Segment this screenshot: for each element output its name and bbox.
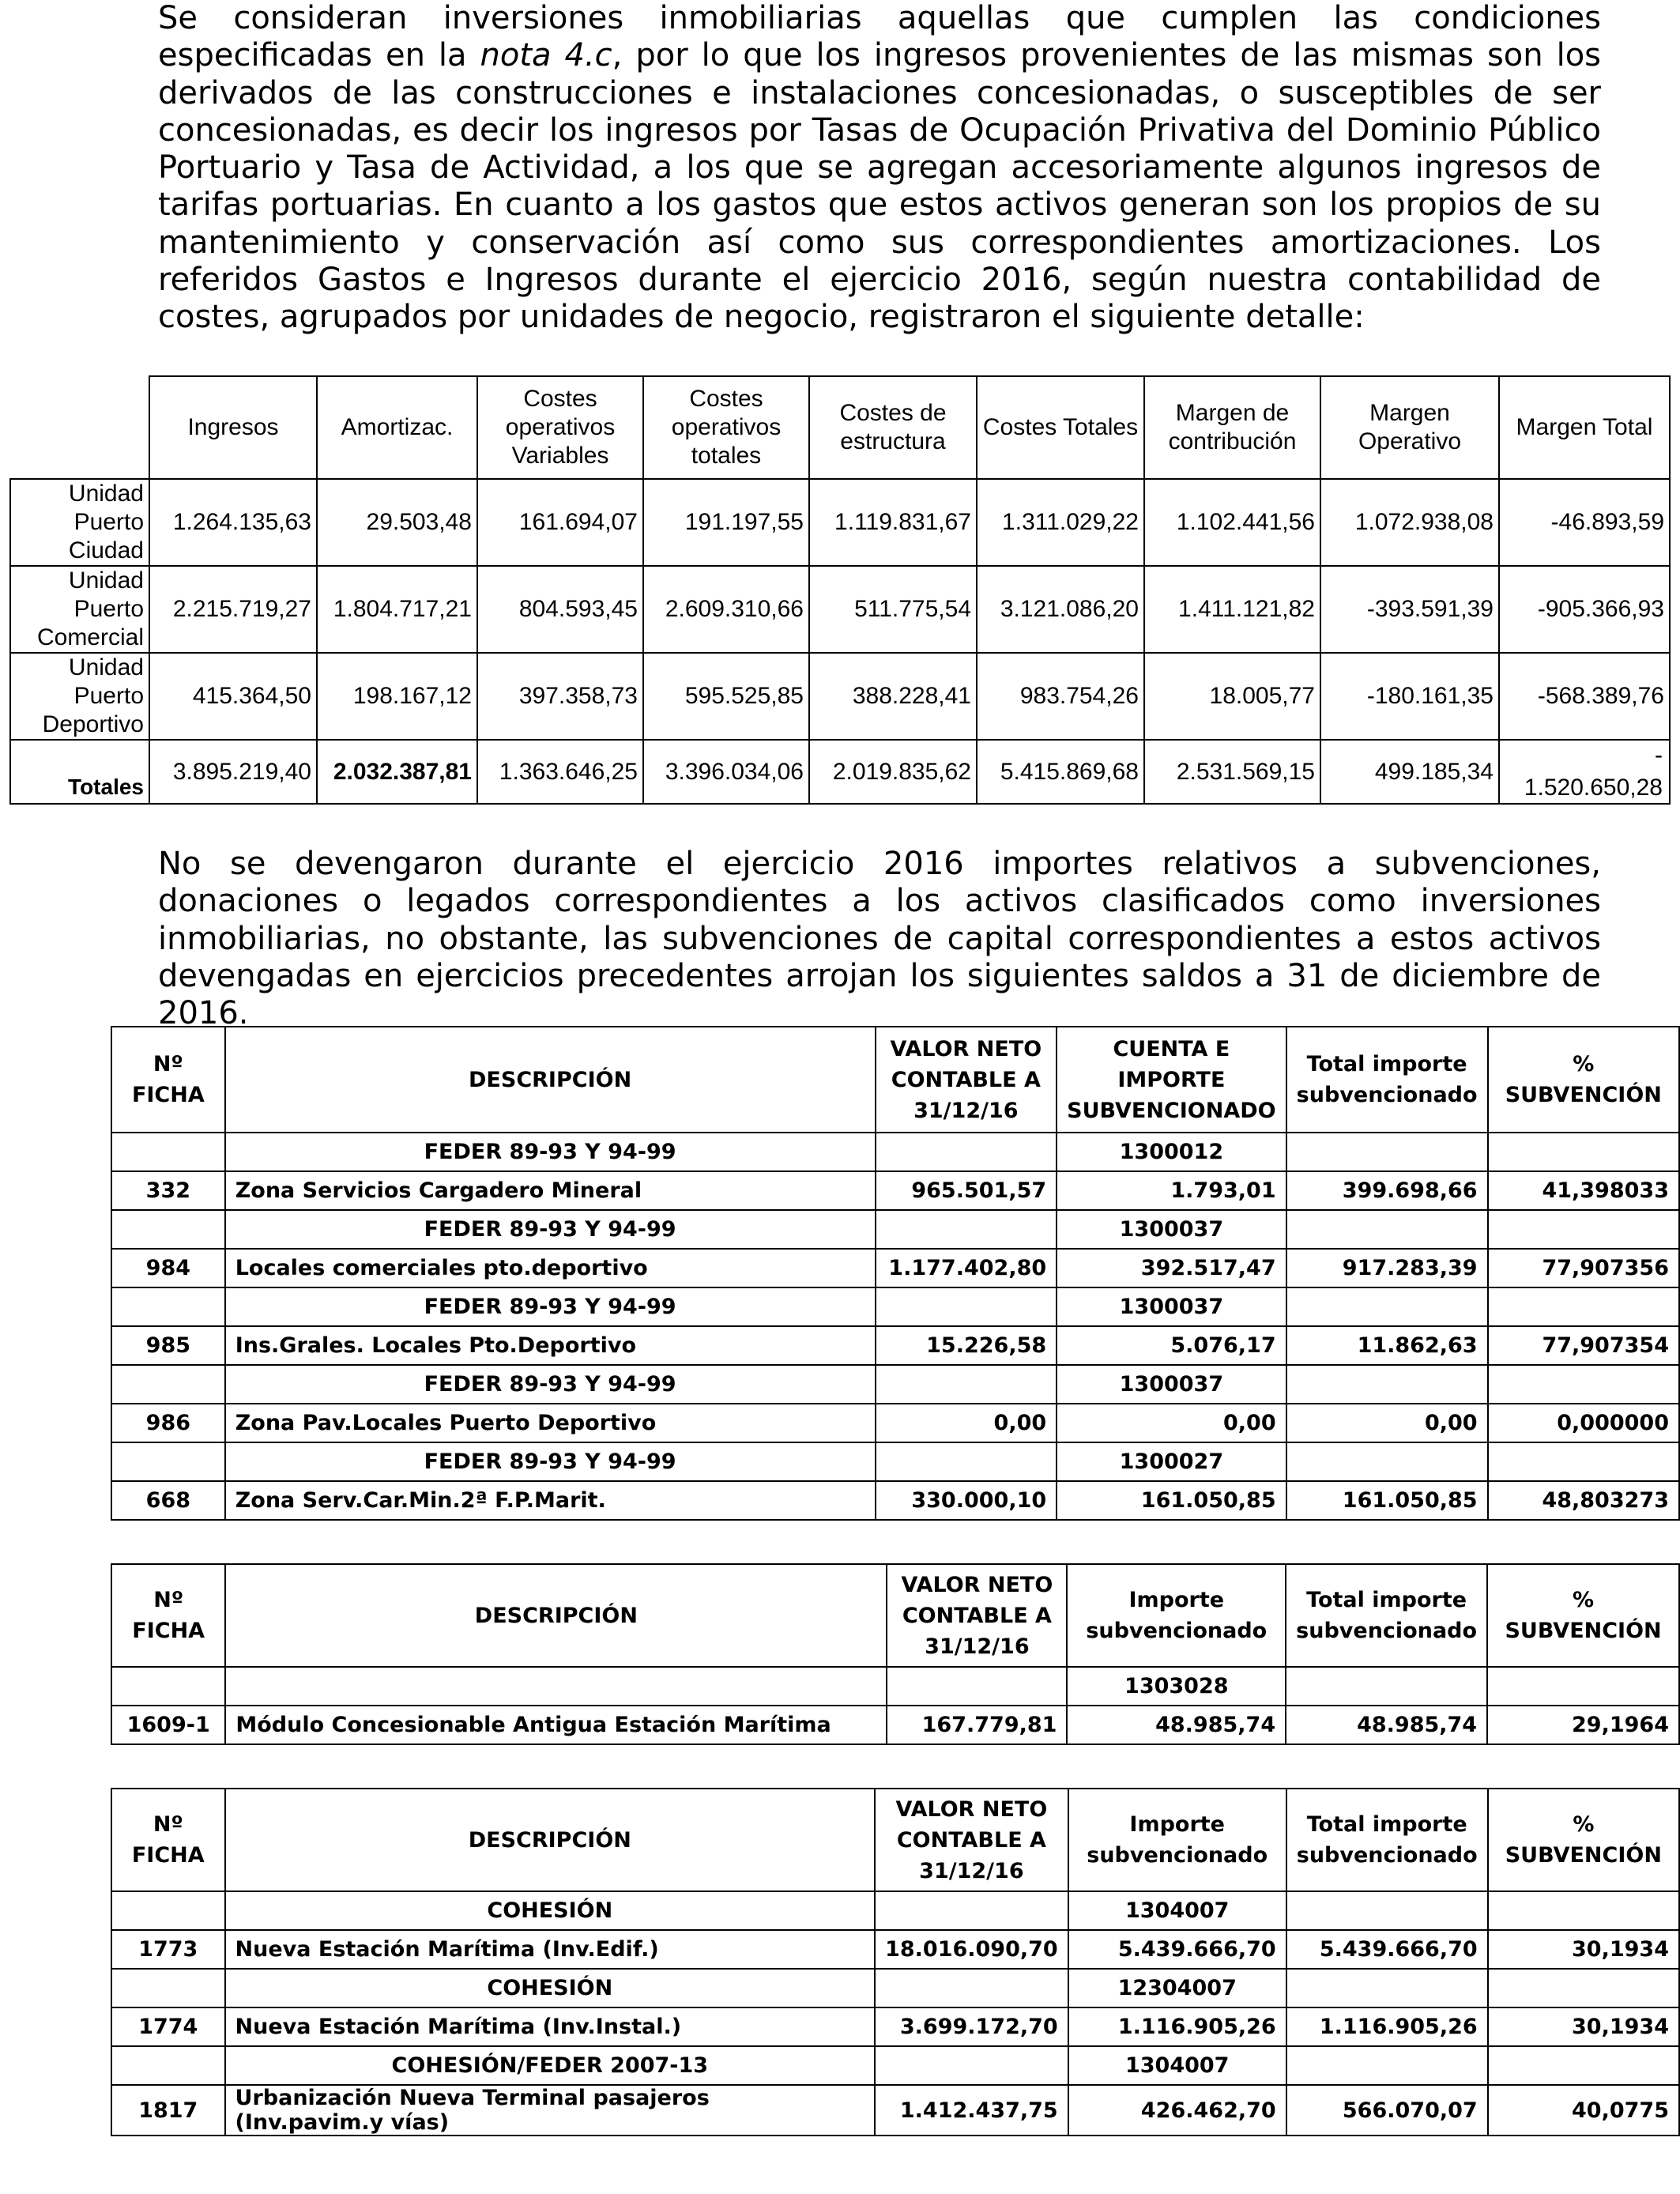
table-row: 1817 Urbanización Nueva Terminal pasajeros (Inv.pavim.y vías) 1.412.437,75 426.462,70 566.070,07 40,0775 bbox=[111, 2085, 1679, 2136]
table-row: Unidad Puerto Ciudad 1.264.135,63 29.503,48 161.694,07 191.197,55 1.119.831,67 1.311.029,22 1.102.441,56 1.072.938,08 -46.893,59 bbox=[10, 479, 1670, 566]
group-row: 1303028 bbox=[111, 1667, 1679, 1706]
group-row: FEDER 89-93 Y 94-99 1300027 bbox=[111, 1442, 1679, 1481]
group-row: COHESIÓN 12304007 bbox=[111, 1969, 1679, 2007]
subsidy-table-header: Nº FICHA DESCRIPCIÓN VALOR NETO CONTABLE A 31/12/16 CUENTA E IMPORTE SUBVENCIONADO Total importe subvencionado % SUBVENCIÓN bbox=[111, 1027, 1679, 1133]
table-row: 1774 Nueva Estación Marítima (Inv.Instal.) 3.699.172,70 1.116.905,26 1.116.905,26 30,1934 bbox=[111, 2007, 1679, 2046]
note-reference: nota 4.c bbox=[480, 37, 612, 74]
group-row: FEDER 89-93 Y 94-99 1300037 bbox=[111, 1287, 1679, 1326]
table-row: 1609-1 Módulo Concesionable Antigua Estación Marítima 167.779,81 48.985,74 48.985,74 29,1964 bbox=[111, 1706, 1679, 1744]
col-header: Amortizac. bbox=[317, 376, 477, 479]
totals-row: Totales 3.895.219,40 2.032.387,81 1.363.646,25 3.396.034,06 2.019.835,62 5.415.869,68 2.531.569,15 499.185,34 - 1.520.650,28 bbox=[10, 740, 1670, 804]
cost-table bbox=[9, 375, 1671, 805]
group-row: COHESIÓN 1304007 bbox=[111, 1891, 1679, 1930]
subsidy-table-header: Nº FICHA DESCRIPCIÓN VALOR NETO CONTABLE A 31/12/16 Importe subvencionado Total importe subvencionado % SUBVENCIÓN bbox=[111, 1564, 1679, 1667]
group-row: FEDER 89-93 Y 94-99 1300012 bbox=[111, 1133, 1679, 1171]
group-row: FEDER 89-93 Y 94-99 1300037 bbox=[111, 1365, 1679, 1404]
col-header: Margen Total bbox=[1499, 376, 1670, 479]
total-margin-cell: - 1.520.650,28 bbox=[1499, 740, 1670, 804]
subsidy-table-2 bbox=[111, 1563, 1680, 1745]
table-row: Unidad Puerto Comercial 2.215.719,27 1.804.717,21 804.593,45 2.609.310,66 511.775,54 3.121.086,20 1.411.121,82 -393.591,39 -905.366,93 bbox=[10, 566, 1670, 653]
intro-paragraph: Se consideran inversiones inmobiliarias aquellas que cumplen las condiciones especificadas en la nota 4.c, por lo que los ingresos provenientes de las mismas son los derivados de las construcciones e instalaciones concesionadas, o susceptibles de ser concesionadas, es decir los ingresos por Tasas de Ocupación Privativa del Dominio Público Portuario y Tasa de Actividad, a los que se agregan accesoriamente algunos ingresos de tarifas portuarias. En cuanto a los gastos que estos activos generan son los propios de su mantenimiento y conservación así como sus correspondientes amortizaciones. Los referidos Gastos e Ingresos durante el ejercicio 2016, según nuestra contabilidad de costes, agrupados por unidades de negocio, registraron el siguiente detalle: bbox=[158, 0, 1602, 336]
table-row: 668 Zona Serv.Car.Min.2ª F.P.Marit. 330.000,10 161.050,85 161.050,85 48,803273 bbox=[111, 1481, 1679, 1520]
row-label: Unidad Puerto Ciudad bbox=[10, 479, 149, 566]
table-row: 986 Zona Pav.Locales Puerto Deportivo 0,00 0,00 0,00 0,000000 bbox=[111, 1404, 1679, 1442]
table-row: 332 Zona Servicios Cargadero Mineral 965.501,57 1.793,01 399.698,66 41,398033 bbox=[111, 1171, 1679, 1210]
col-header: Costes operativos totales bbox=[643, 376, 809, 479]
row-label: Unidad Puerto Deportivo bbox=[10, 653, 149, 740]
col-header: Ingresos bbox=[149, 376, 317, 479]
col-header: Margen de contribución bbox=[1144, 376, 1320, 479]
col-header: Costes de estructura bbox=[809, 376, 977, 479]
totals-label: Totales bbox=[10, 740, 149, 804]
table-row: 984 Locales comerciales pto.deportivo 1.177.402,80 392.517,47 917.283,39 77,907356 bbox=[111, 1249, 1679, 1287]
col-header: Costes Totales bbox=[977, 376, 1144, 479]
subsidy-paragraph: No se devengaron durante el ejercicio 2016 importes relativos a subvenciones, donaciones o legados correspondientes a los activos clasificados como inversiones inmobiliarias, no obstante, las subvenciones de capital correspondientes a estos activos devengadas en ejercicios precedentes arrojan los siguientes saldos a 31 de diciembre de 2016. bbox=[158, 846, 1601, 1032]
table-row: Unidad Puerto Deportivo 415.364,50 198.167,12 397.358,73 595.525,85 388.228,41 983.754,26 18.005,77 -180.161,35 -568.389,76 bbox=[10, 653, 1670, 740]
table-row: 985 Ins.Grales. Locales Pto.Deportivo 15.226,58 5.076,17 11.862,63 77,907354 bbox=[111, 1326, 1679, 1365]
row-label: Unidad Puerto Comercial bbox=[10, 566, 149, 653]
group-row: FEDER 89-93 Y 94-99 1300037 bbox=[111, 1210, 1679, 1249]
col-header: Margen Operativo bbox=[1320, 376, 1499, 479]
cost-table-header bbox=[10, 376, 1670, 479]
subsidy-table-1 bbox=[111, 1026, 1680, 1521]
col-header: Costes operativos Variables bbox=[477, 376, 643, 479]
subsidy-table-3 bbox=[111, 1788, 1680, 2136]
subsidy-table-header: Nº FICHA DESCRIPCIÓN VALOR NETO CONTABLE A 31/12/16 Importe subvencionado Total importe subvencionado % SUBVENCIÓN bbox=[111, 1789, 1679, 1891]
table-row: 1773 Nueva Estación Marítima (Inv.Edif.) 18.016.090,70 5.439.666,70 5.439.666,70 30,1934 bbox=[111, 1930, 1679, 1969]
group-row: COHESIÓN/FEDER 2007-13 1304007 bbox=[111, 2046, 1679, 2085]
